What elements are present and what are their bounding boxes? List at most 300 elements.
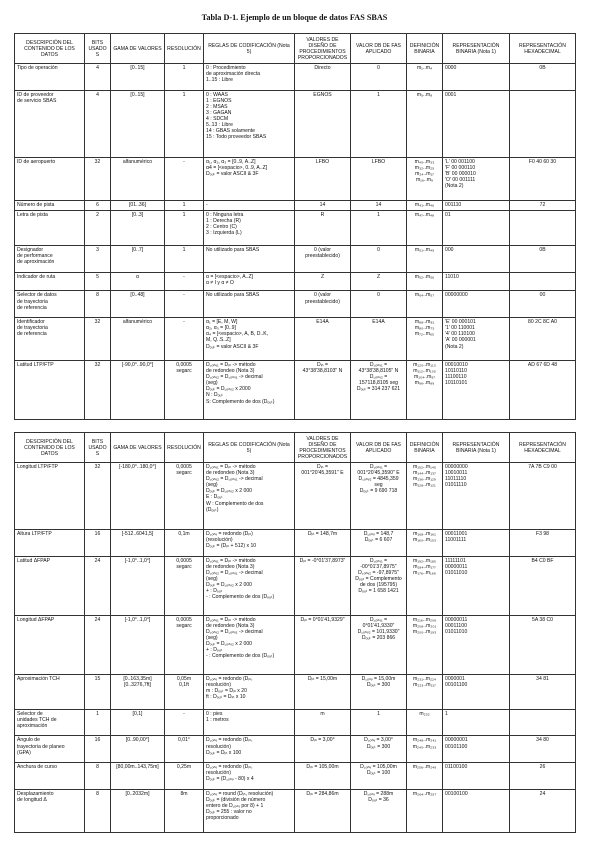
cell-line: segarc [176, 368, 192, 375]
cell-procedure-design-values [295, 361, 351, 420]
cell-binary-definition [407, 556, 443, 615]
cell-line: 'A' 00 000001 [445, 337, 476, 344]
cell-line: S: Complemento de dos (Dₒᵤₜ) [206, 398, 275, 405]
cell-line: E14A [316, 319, 329, 326]
cell-line: m₂₄₈..m₂₄₁ [412, 737, 437, 744]
cell-procedure-design-values [295, 211, 351, 246]
cell-binary-definition [407, 200, 443, 211]
cell-coding-rules [204, 615, 295, 674]
data-block-table-part-1 [14, 33, 576, 420]
cell-coding-rules [204, 318, 295, 361]
cell-line: [0..15] [130, 91, 145, 98]
cell-description [15, 211, 85, 246]
cell-line: N : Dₒᵤₜ [206, 392, 223, 399]
cell-line: Identificador [17, 319, 45, 326]
cell-line: 0 [377, 246, 380, 253]
cell-line: 00101100 [445, 743, 468, 750]
cell-line: Dₒᵤₜ = 255 : valor no [206, 809, 252, 816]
cell-hex-representation [510, 318, 576, 361]
cell-line: α₄ = [<espacio>, A, B, D..K, [206, 331, 269, 338]
cell-line: α [136, 273, 139, 280]
cell-value-range [111, 90, 165, 157]
cell-line: D꜀ₒₙᵥ₁ = Dᵢₙ -> método [206, 362, 256, 369]
cell-line: m₂₃₂ [419, 710, 430, 717]
cell-line: [0..163,35m] [123, 675, 152, 682]
cell-applied-fas-db-value [351, 157, 407, 200]
cell-resolution [165, 200, 204, 211]
cell-coding-rules [204, 763, 295, 790]
cell-value-range [111, 64, 165, 91]
cell-binary-representation [443, 763, 510, 790]
cell-applied-fas-db-value [351, 709, 407, 736]
table-row [15, 157, 576, 200]
cell-line: Dᵢₙ = [317, 464, 328, 470]
cell-line: 43°38'38,8105" N [358, 368, 399, 375]
cell-line: m₅₁..m₄₉ [414, 246, 435, 253]
cell-binary-definition [407, 736, 443, 763]
table-row [15, 272, 576, 291]
cell-line: - [183, 710, 185, 717]
cell-line: [0..48] [130, 292, 145, 299]
table-row [15, 245, 576, 272]
cell-line: Aproximación TCH [17, 675, 60, 682]
cell-resolution [165, 763, 204, 790]
cell-resolution [165, 790, 204, 833]
cell-line: 0,25m [176, 764, 192, 771]
table-row [15, 291, 576, 318]
cell-line: 00010010 [445, 362, 468, 369]
cell-line: D꜀ₒₙᵥ₂ = [369, 374, 388, 381]
cell-line: 1 : EGNOS [206, 97, 232, 104]
cell-line: segarc [176, 622, 192, 629]
cell-line: 8 [96, 764, 99, 771]
header-resolution: RESOLUCIÓN [165, 34, 204, 64]
cell-line: D꜀ₒₙᵥ = redondo (Dᵢₙ, [206, 675, 253, 682]
cell-line: 14 [375, 201, 382, 208]
cell-value-range [111, 291, 165, 318]
cell-line: 0,0005 [176, 616, 192, 623]
cell-line: unidades TCH de [17, 716, 57, 723]
cell-applied-fas-db-value [351, 64, 407, 91]
cell-line: 7A 7B C9 00 [528, 464, 557, 470]
cell-line: de aproximación directa [206, 71, 261, 78]
cell-line: Altura LTP/FTP [17, 531, 52, 538]
cell-line: [0..2032m] [125, 791, 150, 798]
cell-line: 14 [319, 201, 326, 208]
cell-binary-representation [443, 90, 510, 157]
cell-line: 3 : Izquierda (L) [206, 230, 242, 237]
cell-line: [0..3276,7ft] [124, 681, 151, 688]
header-bits-used: BITS USADOS [85, 34, 111, 64]
cell-line: 11111101 [445, 557, 466, 564]
cell-resolution [165, 530, 204, 557]
cell-line: m₁₇₆..m₁₆₉ [413, 570, 436, 577]
cell-applied-fas-db-value [351, 556, 407, 615]
cell-hex-representation [510, 272, 576, 291]
cell-line: Dᵢₙ = 105,00m [306, 764, 339, 771]
cell-binary-definition [407, 90, 443, 157]
cell-line: m₁₂₈..m₁₂₁ [413, 482, 436, 489]
cell-description [15, 361, 85, 420]
cell-line: m₃₂..m₂₅ [414, 164, 435, 171]
cell-binary-representation [443, 157, 510, 200]
cell-line: m₁₀₄..m₉₇ [414, 374, 435, 381]
cell-line: 00100100 [445, 791, 468, 798]
cell-line: 001°20'45,3591" E [301, 470, 344, 477]
cell-line: Dₒᵤₜ = 36 [368, 797, 389, 804]
cell-line: 1 [445, 710, 448, 717]
cell-line: m₁₂₀..m₁₁₃ [413, 362, 436, 369]
cell-line: m₁₆..m₉ [415, 176, 434, 183]
cell-line: Dₒᵤₜ = (Dᵢₙ + 512) x 10 [206, 543, 257, 550]
cell-line: 157118,8105 seg [359, 380, 398, 387]
cell-line: de longitud Δ [17, 797, 47, 804]
cell-line: 001110 [445, 201, 462, 208]
cell-resolution [165, 463, 204, 530]
cell-line: D꜀ₒₙᵥ₂ = 4845,359 [358, 476, 399, 483]
cell-line: alfanumérico [122, 158, 153, 165]
cell-coding-rules [204, 64, 295, 91]
cell-line: resolución) [206, 743, 231, 750]
cell-line: m₅..m₈ [416, 91, 433, 98]
cell-line: m₇₂..m₆₅ [414, 331, 435, 338]
cell-line: 10110110 [445, 368, 467, 375]
cell-line: resolución) [206, 681, 231, 688]
cell-line: seg [374, 482, 383, 489]
cell-line: 01011010 [445, 570, 468, 577]
cell-line: No utilizado para SBAS [206, 246, 260, 253]
cell-line: D꜀ₒₙᵥ = 105,00m [360, 764, 397, 771]
cell-description [15, 463, 85, 530]
cell-coding-rules [204, 790, 295, 833]
cell-procedure-design-values [295, 709, 351, 736]
cell-line: Dₒᵤₜ = 203 866 [361, 635, 396, 642]
cell-applied-fas-db-value [351, 361, 407, 420]
cell-line: Número de pista [17, 201, 55, 208]
cell-line: m₁₁₂..m₁₀₅ [413, 368, 436, 375]
cell-description [15, 291, 85, 318]
cell-hex-representation [510, 463, 576, 530]
cell-line: Letra de pista [17, 212, 48, 219]
cell-binary-representation [443, 674, 510, 709]
table-row [15, 361, 576, 420]
cell-line: de performance [17, 253, 53, 260]
cell-bits-used [85, 157, 111, 200]
cell-binary-definition [407, 245, 443, 272]
cell-line: ft : Dₒᵤₜ = Dᵢₙ x 10 [206, 694, 246, 701]
cell-line: + : Dₒᵤₜ [206, 647, 223, 654]
cell-applied-fas-db-value [351, 200, 407, 211]
cell-line: 00000011 [445, 563, 468, 570]
cell-value-range [111, 211, 165, 246]
cell-line: m₁..m₄ [416, 65, 433, 71]
cell-line: 0 : pies [206, 710, 223, 717]
cell-line: (Nota 2) [445, 343, 464, 350]
cell-line: - [183, 273, 185, 280]
cell-resolution [165, 272, 204, 291]
cell-line: 1 [96, 710, 99, 717]
header-binary-definition: DEFINICIÓN BINARIA [407, 34, 443, 64]
cell-line: D꜀ₒₙᵥ₁ = Dᵢₙ -> método [206, 464, 256, 470]
cell-line: Dᵢₙ = 3,00° [310, 737, 335, 744]
cell-applied-fas-db-value [351, 463, 407, 530]
cell-value-range [111, 530, 165, 557]
cell-line: α ≠ I y α ≠ O [206, 279, 234, 286]
cell-line: Selector de datos [17, 292, 57, 299]
cell-line: E14A [372, 319, 385, 326]
cell-description [15, 763, 85, 790]
table-row [15, 530, 576, 557]
cell-binary-representation [443, 245, 510, 272]
cell-line: Dₒᵤₜ = (D꜀ₒₙᵥ - 80) x 4 [206, 776, 254, 783]
cell-binary-representation [443, 200, 510, 211]
cell-line: Dₒᵤₜ = 314 237 621 [356, 386, 401, 393]
cell-line: de redondeo (Nota 3) [206, 622, 255, 629]
cell-line: D꜀ₒₙᵥ = redondo (Dᵢₙ) [206, 531, 253, 538]
cell-hex-representation [510, 736, 576, 763]
cell-coding-rules [204, 272, 295, 291]
cell-line: Designador [17, 246, 44, 253]
cell-line: 0 : Ninguna letra [206, 212, 244, 219]
cell-bits-used [85, 291, 111, 318]
cell-value-range [111, 272, 165, 291]
cell-value-range [111, 245, 165, 272]
cell-binary-representation [443, 64, 510, 91]
cell-line: Desplazamiento [17, 791, 54, 798]
cell-hex-representation [510, 361, 576, 420]
cell-line: 11001111 [445, 537, 467, 544]
cell-line: m₂₀₀..m₁₉₃ [412, 629, 437, 636]
cell-line: 01011110 [445, 482, 467, 489]
cell-line: Dₒᵤₜ = 1 658 1421 [358, 588, 399, 595]
cell-line: m₂₄₀..m₂₃₃ [412, 743, 437, 750]
cell-description [15, 556, 85, 615]
cell-line: 10110101 [445, 380, 468, 387]
cell-line: m₄₇..m₄₈ [414, 212, 435, 219]
cell-line: [-90,0°..90,0°] [121, 362, 154, 369]
cell-description [15, 736, 85, 763]
cell-line: 0,1ft [179, 681, 189, 688]
cell-value-range [111, 318, 165, 361]
header-applied-fas-db-value: VALOR DB DE FAS APLICADO [351, 34, 407, 64]
cell-line: Latitud LTP/FTP [17, 362, 54, 369]
cell-line: 2 [96, 212, 99, 219]
cell-line: 5 [96, 273, 99, 280]
cell-coding-rules [204, 736, 295, 763]
cell-line: 3 : GAGAN [206, 110, 232, 117]
cell-line: 11010 [445, 273, 459, 280]
table-row [15, 556, 576, 615]
cell-line: 01011010 [445, 629, 468, 636]
cell-line: 0 : WAAS [206, 91, 228, 98]
header-coding-rules: REGLAS DE CODIFICACIÓN (Nota 5) [204, 34, 295, 64]
cell-line: m₈₈..m₈₁ [414, 319, 435, 326]
cell-line: Dₒᵤₜ = D꜀ₒₙᵥ₂ x 2 000 [206, 582, 252, 589]
cell-line: Dₒᵤₜ = D꜀ₒₙᵥ₂ x 2 000 [206, 641, 252, 648]
cell-line: 26 [539, 764, 546, 771]
header-bits-used: BITS USADOS [85, 433, 111, 463]
cell-line: Dₒᵤₜ = (división de número [206, 797, 266, 804]
cell-line: No utilizado para SBAS [206, 292, 260, 299]
cell-bits-used [85, 245, 111, 272]
cell-resolution [165, 90, 204, 157]
cell-line: Directo [314, 65, 331, 71]
cell-line: 'F' 00 000110 [445, 164, 476, 171]
cell-value-range [111, 157, 165, 200]
cell-line: 32 [94, 158, 101, 165]
cell-line: 01 [445, 212, 451, 219]
cell-coding-rules [204, 90, 295, 157]
table-row [15, 709, 576, 736]
header-hex-representation: REPRESENTACIÓN HEXADECIMAL [510, 34, 576, 64]
cell-applied-fas-db-value [351, 318, 407, 361]
cell-line: - [183, 292, 185, 299]
cell-line: 16 [94, 531, 101, 538]
cell-line: 5..13 : Libre [206, 122, 233, 129]
cell-procedure-design-values [295, 90, 351, 157]
table-row [15, 615, 576, 674]
cell-binary-definition [407, 615, 443, 674]
cell-line: 1 [182, 65, 186, 71]
cell-binary-representation [443, 556, 510, 615]
cell-resolution [165, 64, 204, 91]
cell-bits-used [85, 674, 111, 709]
cell-description [15, 272, 85, 291]
cell-line: D꜀ₒₙᵥ₂ = 101,9330" [357, 629, 400, 636]
cell-value-range [111, 709, 165, 736]
cell-procedure-design-values [295, 200, 351, 211]
cell-line: Dₒᵤₜ = 6 607 [364, 537, 393, 544]
table-row [15, 790, 576, 833]
table-row [15, 200, 576, 211]
cell-line: (resolución) [206, 537, 233, 544]
cell-line: D꜀ₒₙᵥ = redondo (Dᵢₙ, [206, 737, 253, 744]
cell-line: D꜀ₒₙᵥ = 288m [363, 791, 394, 798]
cell-procedure-design-values [295, 530, 351, 557]
cell-line: 1 [182, 91, 186, 98]
cell-binary-representation [443, 530, 510, 557]
cell-resolution [165, 361, 204, 420]
cell-binary-representation [443, 361, 510, 420]
cell-binary-representation [443, 790, 510, 833]
table-header-row [15, 34, 576, 64]
cell-description [15, 157, 85, 200]
cell-procedure-design-values [295, 674, 351, 709]
cell-resolution [165, 318, 204, 361]
cell-line: [-512..6041,5] [121, 531, 154, 538]
cell-line: 0°01'41,9330" [362, 622, 395, 629]
cell-coding-rules [204, 556, 295, 615]
cell-line: R [320, 212, 325, 219]
cell-description [15, 200, 85, 211]
header-applied-fas-db-value: VALOR DB DE FAS APLICADO [351, 433, 407, 463]
cell-line: 3 [96, 246, 99, 253]
cell-line: - : Complemento de dos (Dₒᵤₜ) [206, 594, 275, 601]
header-binary-definition: DEFINICIÓN BINARIA [407, 433, 443, 463]
cell-coding-rules [204, 211, 295, 246]
cell-binary-representation [443, 463, 510, 530]
cell-line: 24 [94, 557, 101, 564]
cell-line: Selector de [17, 710, 43, 717]
cell-line: Anchura de curso [17, 764, 57, 771]
cell-line: Dᵢₙ = [317, 362, 328, 369]
cell-procedure-design-values [295, 272, 351, 291]
cell-description [15, 530, 85, 557]
cell-binary-definition [407, 318, 443, 361]
header-procedure-design-values: VALORES DE DISEÑO DE PROCEDIMIENTOS PROPORCIONADOS [295, 34, 351, 64]
header-binary-representation: REPRESENTACIÓN BINARIA (Nota 1) [443, 433, 510, 463]
cell-line: [0,1] [132, 710, 143, 717]
cell-line: 11100110 [445, 374, 467, 381]
cell-binary-representation [443, 736, 510, 763]
cell-line: D꜀ₒₙᵥ₁ = [369, 557, 388, 564]
cell-line: '1' 00 110001 [445, 325, 475, 332]
cell-binary-definition [407, 709, 443, 736]
cell-line: B4 C0 BF [531, 557, 554, 564]
cell-binary-definition [407, 291, 443, 318]
cell-line: 15 [94, 675, 101, 682]
cell-hex-representation [510, 556, 576, 615]
cell-line: 2 : Centro (C) [206, 224, 237, 231]
cell-line: 0000001 [445, 675, 465, 682]
header-value-range: GAMA DE VALORES [111, 34, 165, 64]
cell-line: m₉₆..m₈₉ [414, 380, 435, 387]
cell-line: D꜀ₒₙᵥ₂ = -97,8975" [358, 570, 399, 577]
cell-line: 'B' 00 000010 [445, 170, 476, 177]
cell-hex-representation [510, 790, 576, 833]
cell-procedure-design-values [295, 556, 351, 615]
cell-applied-fas-db-value [351, 674, 407, 709]
cell-resolution [165, 245, 204, 272]
cell-line: 0,0005 [176, 362, 192, 369]
header-resolution: RESOLUCIÓN [165, 433, 204, 463]
cell-description [15, 245, 85, 272]
cell-line: 'L' 00 001100 [445, 158, 475, 165]
cell-binary-definition [407, 361, 443, 420]
cell-line: [-1,0°..1,0°] [124, 616, 151, 623]
cell-line: LFBO [371, 158, 386, 165]
cell-line: de referencia [17, 331, 47, 338]
cell-line: D꜀ₒₙᵥ₁ = [369, 464, 388, 470]
cell-line: Dₒᵤₜ = 9 690 718 [359, 488, 398, 495]
cell-resolution [165, 157, 204, 200]
cell-line: m₂₂₃..m₂₁₇ [413, 681, 436, 688]
cell-line: Dₒᵤₜ = 100 [366, 770, 391, 777]
cell-resolution [165, 211, 204, 246]
cell-procedure-design-values [295, 64, 351, 91]
cell-line: m₈₀..m₇₃ [414, 325, 435, 332]
cell-hex-representation [510, 90, 576, 157]
cell-line: m₂₃₁..m₂₂₄ [412, 675, 437, 682]
cell-line: D꜀ₒₙᵥ₁ = [369, 616, 388, 623]
cell-procedure-design-values [295, 736, 351, 763]
cell-binary-definition [407, 272, 443, 291]
cell-applied-fas-db-value [351, 291, 407, 318]
cell-line: 80 2C 8C A0 [528, 319, 557, 326]
cell-line: 8 [96, 791, 99, 798]
cell-binary-definition [407, 790, 443, 833]
table-title: Tabla D-1. Ejemplo de un bloque de datos FAS SBAS [201, 13, 388, 22]
cell-line: - : Complemento de dos (Dₒᵤₜ) [206, 653, 275, 660]
cell-line: D꜀ₒₙᵥ = round (Dᵢₙ, resolución) [206, 791, 274, 798]
cell-resolution [165, 615, 204, 674]
cell-line: trayectoria de planeo [17, 743, 65, 750]
cell-bits-used [85, 211, 111, 246]
cell-line: m₁₃₆..m₁₂₉ [413, 476, 436, 483]
cell-line: EGNOS [313, 91, 332, 98]
cell-line: 1 : metros [206, 716, 229, 723]
cell-binary-representation [443, 272, 510, 291]
